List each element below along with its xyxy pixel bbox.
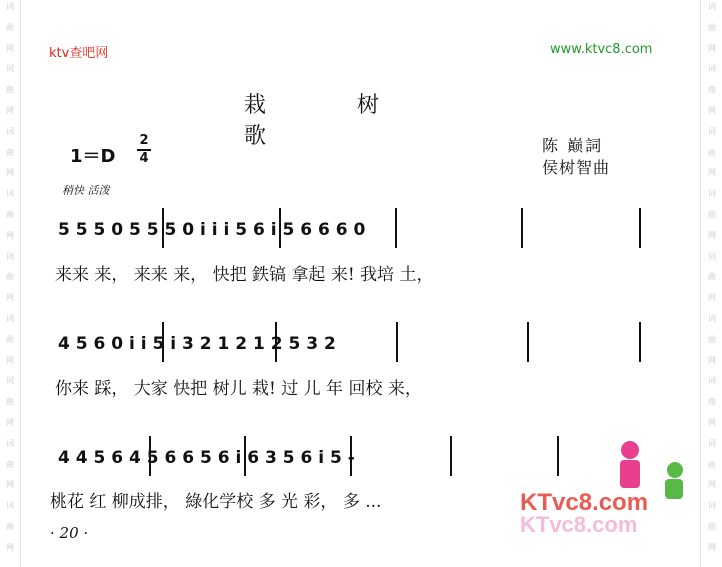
watermark-glyph: 网 — [708, 355, 716, 365]
watermark-glyph: 曲 — [6, 147, 14, 157]
watermark-glyph: 网 — [708, 43, 716, 53]
watermark-glyph: 词 — [6, 64, 14, 74]
key-signature: 1＝D — [70, 146, 116, 167]
lyric-row-2: 你来 踩， 大家 快把 树儿 栽! 过 儿 年 回校 来， — [55, 379, 422, 399]
watermark-glyph: 曲 — [6, 272, 14, 282]
watermark-glyph: 网 — [6, 106, 14, 115]
watermark-glyph: 曲 — [6, 397, 14, 407]
watermark-glyph: 词 — [6, 126, 14, 136]
meter-denominator: 4 — [139, 150, 149, 166]
song-title: 栽 树 歌 — [244, 93, 421, 149]
lyric-row-3: 桃花 红 柳成排， 綠化学校 多 光 彩， 多 ... — [50, 492, 382, 512]
watermark-glyph: 网 — [708, 230, 716, 240]
watermark-glyph: 曲 — [708, 85, 716, 95]
site-url-right[interactable]: www.ktvc8.com — [550, 42, 653, 57]
watermark-glyph: 网 — [6, 230, 14, 240]
right-border-line — [700, 0, 701, 567]
watermark-glyph: 曲 — [708, 459, 716, 469]
time-signature — [137, 134, 151, 166]
watermark-glyph: 网 — [6, 355, 14, 365]
watermark-glyph: 词 — [708, 2, 716, 11]
watermark-glyph: 网 — [708, 542, 716, 552]
watermark-glyph: 词 — [6, 251, 14, 261]
watermark-glyph: 网 — [708, 168, 716, 178]
lyric-row-1: 来来 来， 来来 来， 快把 鉄镐 拿起 来! 我培 土， — [55, 265, 434, 285]
watermark-glyph: 词 — [6, 501, 14, 511]
meter-numerator: 2 — [139, 133, 149, 148]
watermark-glyph: 网 — [6, 293, 14, 303]
left-border-line — [20, 0, 21, 567]
watermark-glyph: 词 — [6, 189, 14, 199]
watermark-glyph: 曲 — [708, 397, 716, 407]
watermark-glyph: 曲 — [6, 22, 14, 32]
watermark-glyph: 曲 — [708, 522, 716, 531]
watermark-glyph: 曲 — [6, 459, 14, 469]
watermark-glyph: 词 — [6, 438, 14, 448]
watermark-glyph: 网 — [6, 480, 14, 490]
watermark-glyph: 网 — [708, 293, 716, 303]
watermark-glyph: 网 — [6, 43, 14, 53]
notation-row-1: 5 5 5 0 5 5 5 0 i i i 5 6 i 5 6 6 6 0 — [58, 220, 366, 240]
page-number: · 20 · — [50, 524, 89, 542]
left-watermark-rail — [0, 0, 20, 567]
watermark-glyph: 网 — [6, 168, 14, 178]
watermark-glyph: 曲 — [708, 210, 716, 219]
watermark-glyph: 曲 — [708, 272, 716, 282]
watermark-glyph: 词 — [708, 376, 716, 386]
lyricist-credit: 陈 巅詞 — [542, 136, 604, 155]
svg-text:KTvc8.com: KTvc8.com — [520, 512, 638, 537]
ktvc8-logo — [515, 440, 700, 540]
svg-text:KTvc8.com: KTvc8.com — [520, 489, 649, 516]
watermark-glyph: 曲 — [6, 85, 14, 95]
watermark-glyph: 词 — [708, 314, 716, 323]
right-watermark-rail — [702, 0, 722, 567]
notation-row-3: 4 4 5 6 4 5 6 6 5 6 i 6 3 5 6 i 5 - — [58, 448, 355, 468]
composer-credit: 侯树智曲 — [542, 158, 611, 177]
tempo-marking: 稍快 活泼 — [62, 184, 110, 197]
watermark-glyph: 网 — [6, 418, 14, 427]
watermark-glyph: 网 — [708, 418, 716, 427]
site-name-left[interactable]: ktv查吧网 — [49, 46, 109, 61]
watermark-glyph: 网 — [708, 106, 716, 115]
watermark-glyph: 曲 — [6, 522, 14, 531]
watermark-glyph: 词 — [6, 376, 14, 386]
watermark-glyph: 网 — [708, 480, 716, 490]
watermark-glyph: 词 — [6, 2, 14, 11]
watermark-glyph: 网 — [6, 542, 14, 552]
watermark-glyph: 曲 — [6, 334, 14, 344]
watermark-glyph: 词 — [708, 64, 716, 74]
watermark-glyph: 词 — [708, 189, 716, 199]
watermark-glyph: 曲 — [6, 210, 14, 219]
watermark-glyph: 词 — [708, 251, 716, 261]
watermark-glyph: 词 — [708, 501, 716, 511]
watermark-glyph: 曲 — [708, 147, 716, 157]
watermark-glyph: 词 — [6, 314, 14, 323]
watermark-glyph: 曲 — [708, 334, 716, 344]
watermark-glyph: 词 — [708, 438, 716, 448]
watermark-glyph: 曲 — [708, 22, 716, 32]
notation-row-2: 4 5 6 0 i i 5 i 3 2 1 2 1 2 5 3 2 — [58, 334, 336, 354]
watermark-glyph: 词 — [708, 126, 716, 136]
